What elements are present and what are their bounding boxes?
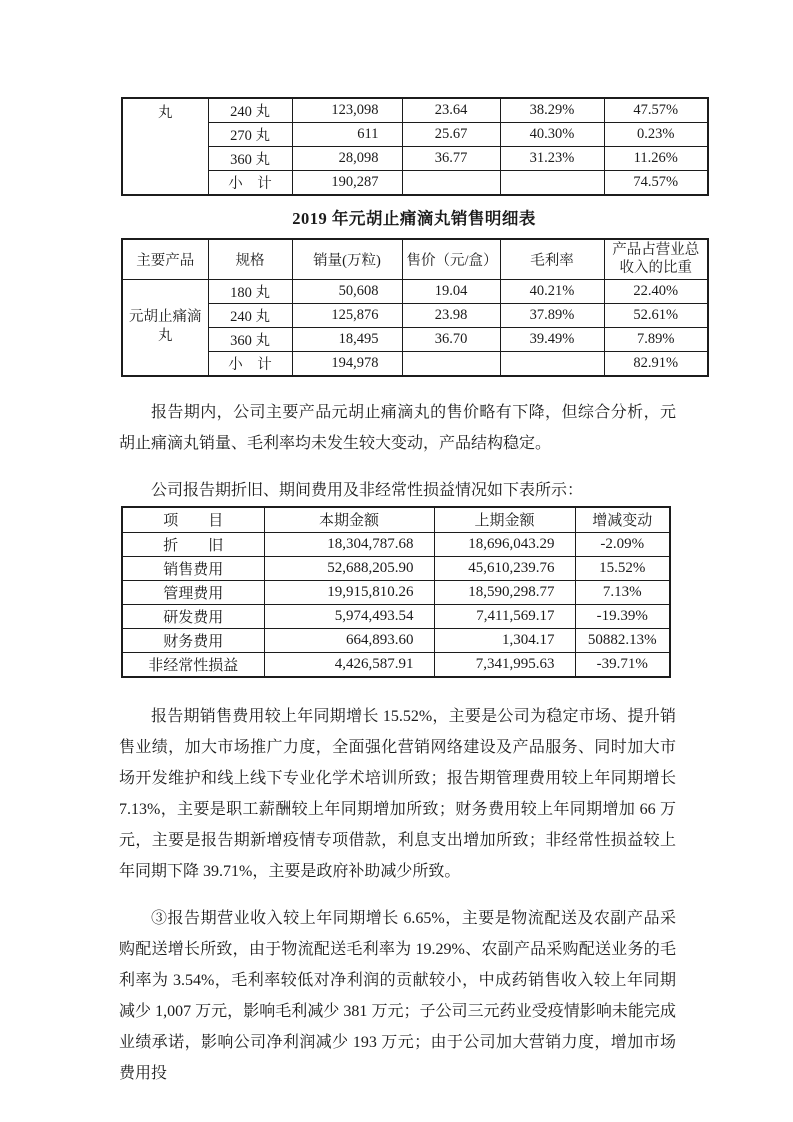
cell-spec: 360 丸	[208, 327, 292, 351]
paragraph: ③报告期营业收入较上年同期增长 6.65%，主要是物流配送及农副产品采购配送增长所致，由于物流配送毛利率为 19.29%、农副产品采购配送业务的毛利率为 3.54%，毛利率较低对净利润的贡献较小，中成药销售收入较上年同期减少 1,007 万元，影响毛利减少 381 万元；子公司三元药业受疫情影响未能完成业绩承诺，影响公司净利润减少 193 万元；由于公司加大营销力度，增加市场费用投	[119, 910, 676, 1082]
cell-prior-amount: 1,304.17	[434, 629, 575, 653]
table-row	[122, 327, 708, 351]
cell-item: 折 旧	[122, 533, 264, 557]
table-row	[122, 533, 670, 557]
cell-share: 52.61%	[604, 303, 708, 327]
cell-change: -39.71%	[575, 653, 670, 678]
cell-spec: 180 丸	[208, 279, 292, 303]
header-margin: 毛利率	[500, 239, 604, 279]
cell-change: -19.39%	[575, 605, 670, 629]
cell-current-amount: 18,304,787.68	[264, 533, 434, 557]
table-title: 2019 年元胡止痛滴丸销售明细表	[292, 209, 536, 228]
cell-share: 47.57%	[604, 98, 708, 123]
cell-price	[402, 351, 500, 376]
header-change: 增减变动	[575, 507, 670, 533]
table-row	[122, 605, 670, 629]
table-row	[122, 279, 708, 303]
cell-change: 15.52%	[575, 557, 670, 581]
cell-qty: 123,098	[292, 98, 402, 123]
cell-change: -2.09%	[575, 533, 670, 557]
body-text-block	[119, 701, 676, 1089]
cell-qty: 611	[292, 123, 402, 147]
cell-qty: 18,495	[292, 327, 402, 351]
expense-table	[121, 506, 671, 679]
cell-qty: 190,287	[292, 171, 402, 196]
cell-share: 7.89%	[604, 327, 708, 351]
cell-spec: 270 丸	[208, 123, 292, 147]
header-current-amount: 本期金额	[264, 507, 434, 533]
cell-current-amount: 4,426,587.91	[264, 653, 434, 678]
page-content	[119, 0, 719, 1089]
cell-price: 25.67	[402, 123, 500, 147]
paragraph: 报告期销售费用较上年同期增长 15.52%，主要是公司为稳定市场、提升销售业绩，加大市场推广力度，全面强化营销网络建设及产品服务、同时加大市场开发维护和线上线下专业化学术培训所致；报告期管理费用较上年同期增长 7.13%，主要是职工薪酬较上年同期增加所致；财务费用较上年同期增加 66 万元，主要是报告期新增疫情专项借款，利息支出增加所致；非经常性损益较上年同期下降 39.71%，主要是政府补助减少所致。	[119, 708, 676, 880]
cell-margin: 37.89%	[500, 303, 604, 327]
cell-margin: 40.21%	[500, 279, 604, 303]
cell-share: 22.40%	[604, 279, 708, 303]
cell-margin: 31.23%	[500, 147, 604, 171]
paragraph: 报告期内，公司主要产品元胡止痛滴丸的售价略有下降，但综合分析，元胡止痛滴丸销量、毛利率均未发生较大变动，产品结构稳定。	[119, 403, 676, 452]
table-row	[122, 653, 670, 678]
table-row	[122, 98, 708, 123]
cell-share: 74.57%	[604, 171, 708, 196]
cell-qty: 125,876	[292, 303, 402, 327]
cell-item: 研发费用	[122, 605, 264, 629]
sales-table-2019	[121, 238, 709, 377]
cell-spec: 小 计	[208, 171, 292, 196]
cell-margin	[500, 351, 604, 376]
cell-margin	[500, 171, 604, 196]
cell-share: 0.23%	[604, 123, 708, 147]
cell-margin: 38.29%	[500, 98, 604, 123]
cell-current-amount: 5,974,493.54	[264, 605, 434, 629]
cell-price: 23.98	[402, 303, 500, 327]
table-row	[122, 557, 670, 581]
cell-price: 36.77	[402, 147, 500, 171]
table-header-row	[122, 239, 708, 279]
table-row	[122, 147, 708, 171]
table-row	[122, 351, 708, 376]
cell-prior-amount: 45,610,239.76	[434, 557, 575, 581]
body-text-block	[119, 397, 676, 506]
header-prior-amount: 上期金额	[434, 507, 575, 533]
header-spec: 规格	[208, 239, 292, 279]
cell-price: 36.70	[402, 327, 500, 351]
cell-current-amount: 52,688,205.90	[264, 557, 434, 581]
cell-price	[402, 171, 500, 196]
paragraph: 公司报告期折旧、期间费用及非经常性损益情况如下表所示：	[151, 481, 584, 499]
cell-item: 财务费用	[122, 629, 264, 653]
cell-prior-amount: 7,411,569.17	[434, 605, 575, 629]
cell-spec: 小 计	[208, 351, 292, 376]
cell-change: 7.13%	[575, 581, 670, 605]
table-row	[122, 303, 708, 327]
cell-prior-amount: 7,341,995.63	[434, 653, 575, 678]
table-header-row	[122, 507, 670, 533]
table-row	[122, 581, 670, 605]
header-share: 产品占营业总收入的比重	[604, 239, 708, 279]
header-price: 售价（元/盒）	[402, 239, 500, 279]
header-item: 项 目	[122, 507, 264, 533]
cell-item: 管理费用	[122, 581, 264, 605]
cell-current-amount: 664,893.60	[264, 629, 434, 653]
cell-item: 非经常性损益	[122, 653, 264, 678]
cell-qty: 50,608	[292, 279, 402, 303]
cell-prior-amount: 18,590,298.77	[434, 581, 575, 605]
table-row	[122, 123, 708, 147]
cell-price: 23.64	[402, 98, 500, 123]
cell-current-amount: 19,915,810.26	[264, 581, 434, 605]
header-qty: 销量(万粒)	[292, 239, 402, 279]
cell-qty: 28,098	[292, 147, 402, 171]
cell-spec: 240 丸	[208, 303, 292, 327]
cell-price: 19.04	[402, 279, 500, 303]
cell-item: 销售费用	[122, 557, 264, 581]
cell-prior-amount: 18,696,043.29	[434, 533, 575, 557]
table-row	[122, 629, 670, 653]
cell-spec: 360 丸	[208, 147, 292, 171]
cell-margin: 40.30%	[500, 123, 604, 147]
cell-margin: 39.49%	[500, 327, 604, 351]
header-product: 主要产品	[122, 239, 208, 279]
cell-share: 82.91%	[604, 351, 708, 376]
table-row	[122, 171, 708, 196]
cell-change: 50882.13%	[575, 629, 670, 653]
cell-spec: 240 丸	[208, 98, 292, 123]
sales-table-continued	[121, 97, 709, 196]
cell-product-continued: 丸	[122, 98, 208, 195]
cell-qty: 194,978	[292, 351, 402, 376]
cell-product: 元胡止痛滴丸	[122, 279, 208, 376]
cell-share: 11.26%	[604, 147, 708, 171]
